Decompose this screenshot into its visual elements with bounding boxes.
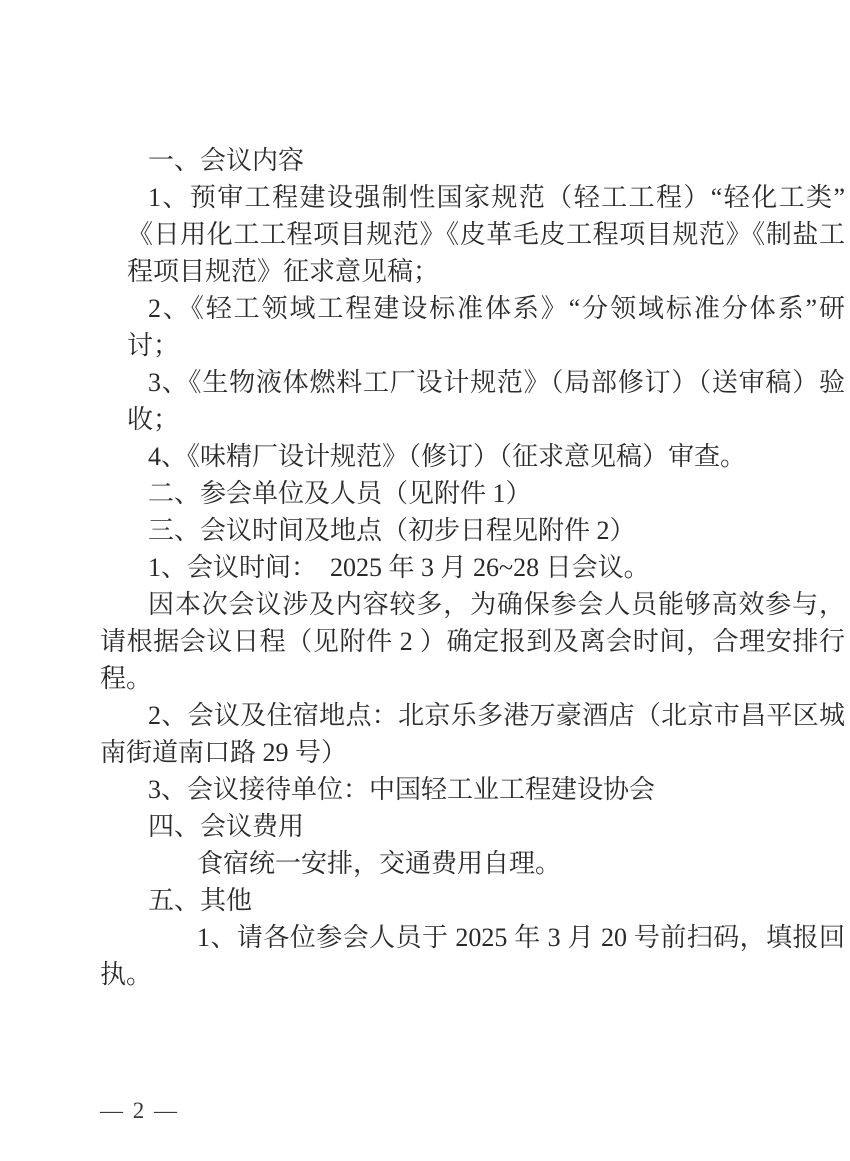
section-heading: 四、会议费用	[148, 812, 305, 841]
section-heading: 五、其他	[148, 886, 253, 915]
page-number: — 2 —	[100, 1098, 179, 1123]
paragraph: 3、《生物液体燃料工厂设计规范》（局部修订）（送审稿）验收；	[127, 368, 845, 434]
paragraph: 1、会议时间： 2025 年 3 月 26~28 日会议。	[148, 553, 650, 582]
paragraph: 食宿统一安排，交通费用自理。	[197, 849, 562, 878]
paragraph: 2、会议及住宿地点：北京乐多港万豪酒店（北京市昌平区城南街道南口路 29 号）	[100, 701, 845, 767]
section-heading: 一、会议内容	[148, 146, 305, 175]
paragraph: 4、《味精厂设计规范》（修订）（征求意见稿）审查。	[148, 442, 747, 471]
section-heading: 二、参会单位及人员（见附件 1）	[148, 479, 532, 508]
section-heading: 三、会议时间及地点（初步日程见附件 2）	[148, 516, 636, 545]
paragraph: 因本次会议涉及内容较多，为确保参会人员能够高效参与，请根据会议日程（见附件 2 ）确定报到及离会时间，合理安排行程。	[100, 590, 845, 693]
paragraph: 1、请各位参会人员于 2025 年 3 月 20 号前扫码，填报回执。	[100, 923, 845, 989]
document-body	[100, 142, 845, 993]
paragraph: 2、《轻工领域工程建设标准体系》“分领域标准分体系”研讨；	[127, 294, 845, 360]
paragraph: 1、预审工程建设强制性国家规范（轻工工程）“轻化工类”《日用化工工程项目规范》《皮革毛皮工程项目规范》《制盐工程项目规范》征求意见稿；	[127, 183, 845, 286]
paragraph: 3、会议接待单位：中国轻工业工程建设协会	[148, 775, 656, 804]
